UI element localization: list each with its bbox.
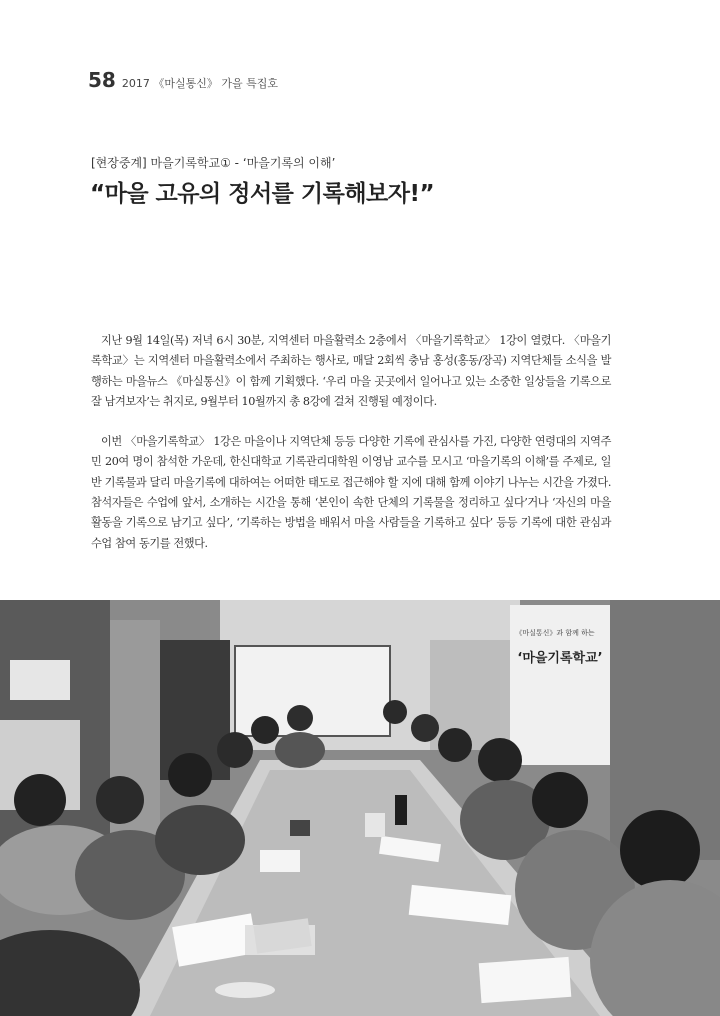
banner-text-1: 《마실통신》과 함께 하는	[515, 629, 595, 637]
paragraph-1: 지난 9월 14일(목) 저녁 6시 30분, 지역센터 마을활력소 2층에서 〈마을기록학교〉 1강이 열렸다. 〈마을기록학교〉는 지역센터 마을활력소에서 주최하는 행사로, 매달 2회씩 충남 홍성(홍동/장곡) 지역단체들 소식을 발행하는 마을뉴스 《마실통신》이 함께 기획했다. ‘우리 마을 곳곳에서 일어나고 있는 소중한 일상들을 기록으로 잘 남겨보자’는 취지로, 9월부터 10월까지 총 8강에 걸쳐 진행될 예정이다.	[91, 334, 611, 408]
meeting-photo	[0, 600, 720, 1016]
paragraph-2: 이번 〈마을기록학교〉 1강은 마을이나 지역단체 등등 다양한 기록에 관심사를 가진, 다양한 연령대의 지역주민 20여 명이 참석한 가운데, 한신대학교 기록관리대학원 이영남 교수를 모시고 ‘마을기록의 이해’를 주제로, 일반 기록물과 달리 마을기록에 대하여는 어떠한 태도로 접근해야 할 지에 대해 함께 이야기 나누는 시간을 가졌다. 참석자들은 수업에 앞서, 소개하는 시간을 통해 ‘본인이 속한 단체의 기록물을 정리하고 싶다’거나 ‘자신의 마을 활동을 기록으로 남기고 싶다’, ‘기록하는 방법을 배워서 마을 사람들을 기록하고 싶다’ 등등 기록에 대한 관심과 수업 참여 동기를 전했다.	[91, 435, 611, 550]
page-header	[88, 68, 278, 92]
article-kicker: [현장중계] 마을기록학교① - ‘마을기록의 이해’	[91, 156, 336, 170]
article-body	[91, 331, 611, 554]
page-number: 58	[88, 68, 116, 92]
banner-text-2: ‘마을기록학교’	[517, 651, 603, 666]
article-headline: “마을 고유의 정서를 기록해보자!”	[90, 181, 435, 207]
issue-title: 2017 《마실통신》 가을 특집호	[121, 77, 278, 90]
